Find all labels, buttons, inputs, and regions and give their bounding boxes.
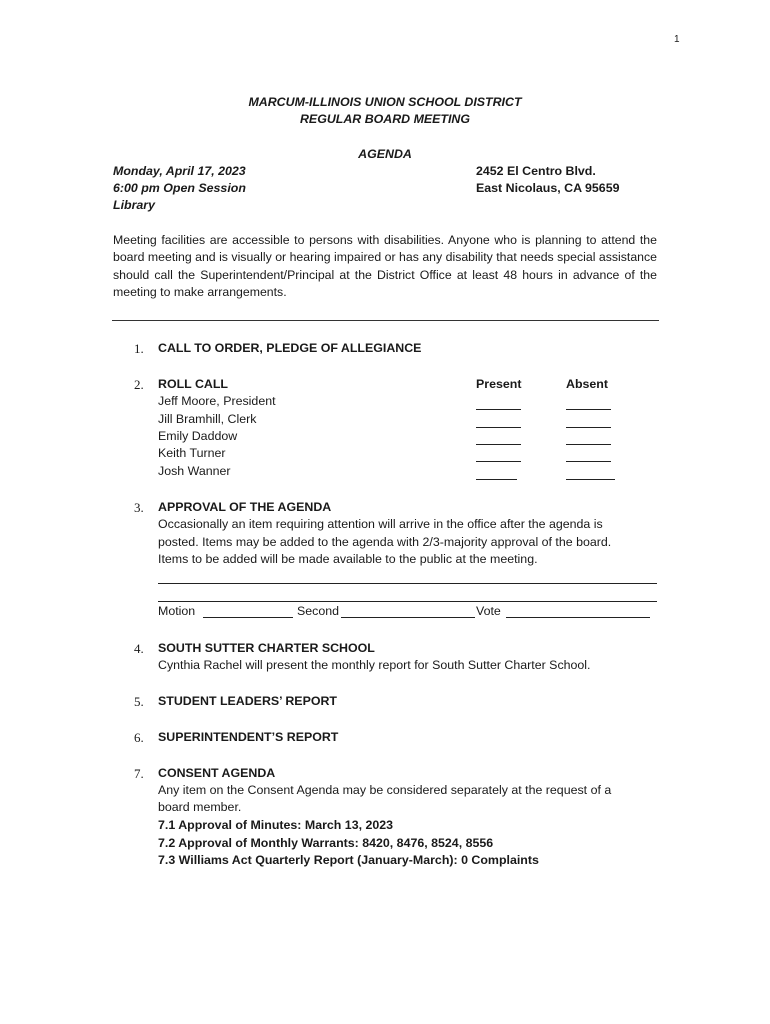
present-blank[interactable] (476, 397, 521, 410)
item-title-consent-agenda: CONSENT AGENDA (158, 766, 276, 780)
item-number: 7. (134, 766, 144, 781)
meeting-date: Monday, April 17, 2023 (113, 164, 246, 178)
item-number: 1. (134, 341, 144, 356)
agenda-description-line: posted. Items may be added to the agenda with 2/3-majority approval of the board. (158, 535, 612, 549)
item-number: 2. (134, 377, 144, 392)
consent-description-line: Any item on the Consent Agenda may be considered separately at the request of a (158, 783, 612, 797)
roll-call-member: Keith Turner (158, 446, 226, 460)
agenda-title: AGENDA (358, 147, 412, 161)
item-number: 5. (134, 694, 144, 709)
second-blank[interactable] (341, 605, 475, 618)
present-column-label: Present (476, 377, 522, 391)
meeting-title: REGULAR BOARD MEETING (299, 112, 471, 126)
roll-call-member: Josh Wanner (158, 464, 231, 478)
roll-call-member: Jill Bramhill, Clerk (158, 412, 257, 426)
vote-blank[interactable] (506, 605, 650, 618)
second-label: Second (297, 604, 340, 618)
absent-blank[interactable] (566, 432, 611, 445)
consent-subitem: 7.3 Williams Act Quarterly Report (January-March): 0 Complaints (158, 853, 539, 867)
roll-call-member: Emily Daddow (158, 429, 238, 443)
roll-call-member: Jeff Moore, President (158, 394, 276, 408)
item-title-student-leaders: STUDENT LEADERS’ REPORT (158, 694, 337, 708)
address-street: 2452 El Centro Blvd. (476, 164, 596, 178)
item-number: 6. (134, 730, 144, 745)
agenda-description-line: Items to be added will be made available to the public at the meeting. (158, 552, 538, 566)
absent-column-label: Absent (566, 377, 608, 391)
present-blank[interactable] (476, 467, 517, 480)
item-title-roll-call: ROLL CALL (158, 377, 228, 391)
address-city: East Nicolaus, CA 95659 (476, 181, 620, 195)
present-blank[interactable] (476, 415, 521, 428)
item-title-approval-of-agenda: APPROVAL OF THE AGENDA (158, 500, 332, 514)
accessibility-notice: Meeting facilities are accessible to persons with disabilities. Anyone who is planning to attend the board meeting and is visually or hearing impaired or has any disability that needs special assistance should call the Superintendent/Principal at the District Office at least 48 hours in advance of the meeting to make arrangements. (113, 233, 657, 300)
absent-blank[interactable] (566, 467, 615, 480)
present-blank[interactable] (476, 432, 521, 445)
absent-blank[interactable] (566, 397, 611, 410)
item-title-superintendent: SUPERINTENDENT’S REPORT (158, 730, 339, 744)
agenda-description-line: Occasionally an item requiring attention will arrive in the office after the agenda is (158, 517, 603, 531)
meeting-time: 6:00 pm Open Session (113, 181, 246, 195)
consent-subitem: 7.2 Approval of Monthly Warrants: 8420, 8476, 8524, 8556 (158, 836, 494, 850)
item-number: 4. (134, 641, 144, 656)
item-number: 3. (134, 500, 144, 515)
meeting-room: Library (113, 198, 156, 212)
district-title: MARCUM-ILLINOIS UNION SCHOOL DISTRICT (248, 95, 522, 109)
consent-description-line: board member. (158, 800, 242, 814)
motion-blank[interactable] (203, 605, 293, 618)
motion-label: Motion (158, 604, 196, 618)
consent-subitem: 7.1 Approval of Minutes: March 13, 2023 (158, 818, 394, 832)
item-title-south-sutter: SOUTH SUTTER CHARTER SCHOOL (158, 641, 375, 655)
vote-label: Vote (476, 604, 501, 618)
added-items-line[interactable] (158, 601, 657, 602)
section-divider (112, 320, 659, 321)
present-blank[interactable] (476, 449, 521, 462)
added-items-line[interactable] (158, 583, 657, 584)
absent-blank[interactable] (566, 415, 611, 428)
absent-blank[interactable] (566, 449, 611, 462)
item-title-call-to-order: CALL TO ORDER, PLEDGE OF ALLEGIANCE (158, 341, 422, 355)
south-sutter-description: Cynthia Rachel will present the monthly report for South Sutter Charter School. (158, 658, 591, 672)
page-number: 1 (674, 34, 680, 45)
